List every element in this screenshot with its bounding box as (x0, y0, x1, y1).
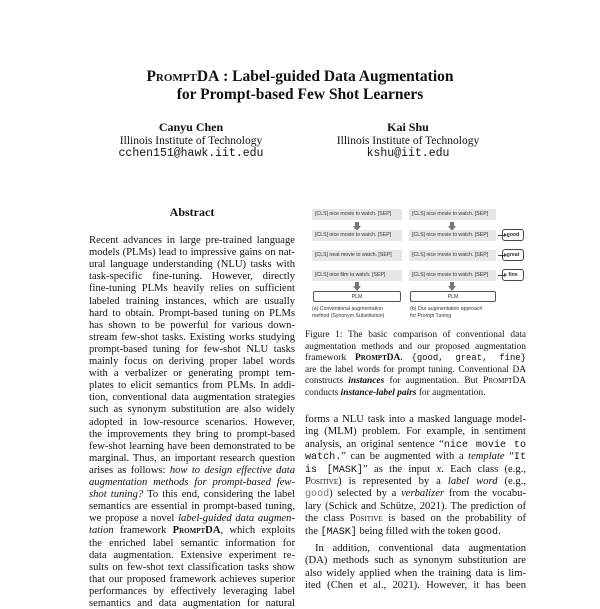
text-line (89, 368, 295, 379)
text-line (89, 465, 295, 476)
text-segment: task-specific fine-tuning. However, directly (89, 271, 295, 283)
text-segment: instance-label pairs (340, 388, 417, 398)
text-segment: Positive (305, 476, 339, 487)
text-segment: also widely applied when the training data is lim- (305, 567, 526, 579)
text-segment: good (305, 489, 330, 501)
title-text: : Label-guided Data Augmentation (219, 68, 454, 85)
text-segment: the (305, 525, 321, 537)
text-segment: framework (113, 525, 173, 537)
text-line (305, 353, 526, 363)
text-segment: To this end, considering the label (143, 489, 295, 501)
text-segment: analysis, an original sentence “ (305, 438, 444, 450)
paper-title-line-1 (0, 68, 600, 86)
figure-right-row: [CLS] nice movie to watch. [SEP] (409, 270, 496, 281)
text-line (305, 426, 526, 437)
label-word-box: fine (502, 269, 524, 281)
text-segment: mainly focus on deriving proper label words (89, 356, 295, 367)
text-segment: augmentation methods and our proposed augmentation (305, 341, 526, 352)
text-segment: the class (305, 513, 350, 525)
text-line (305, 513, 526, 524)
text-line (89, 489, 295, 500)
text-segment: ited (Chen et al., 2021). However, it has been (305, 580, 526, 592)
author-name: Canyu Chen (158, 120, 224, 134)
text-line (89, 417, 295, 428)
text-line (89, 247, 295, 258)
author-email: cchen151@hawk.iit.edu (118, 147, 264, 160)
abstract-heading: Abstract (169, 205, 215, 219)
text-line (305, 580, 526, 591)
text-segment: forms a NLU task into a masked language model- (305, 414, 526, 425)
author-affiliation: Illinois Institute of Technology (336, 135, 480, 147)
text-segment: marginal. Thus, an important research question (89, 452, 295, 464)
text-line (89, 477, 295, 488)
text-segment: tion, conventional data augmentation strategies (89, 392, 295, 404)
text-segment: stream few-shot tasks. Existing works studying (89, 331, 295, 343)
text-line (305, 526, 526, 538)
text-line (89, 501, 295, 512)
text-segment: for augmentation. But (384, 376, 484, 387)
text-segment: In addition, conventional data augmentation (315, 543, 526, 554)
text-line (89, 283, 295, 294)
subcaption-line: (a) Conventional augmentation (312, 306, 383, 312)
figure-right-row: [CLS] nice movie to watch. [SEP] (409, 209, 496, 220)
text-line (89, 404, 295, 415)
text-line (305, 330, 526, 340)
text-segment: semantics and data augmentation for natural (89, 598, 295, 609)
text-segment: verbalizer (401, 488, 445, 500)
figure-left-row: [CLS] nice movie to watch. [SEP] (312, 230, 402, 241)
text-segment: ) is represented by a (338, 476, 448, 487)
text-segment: is [MASK] (305, 464, 364, 476)
text-segment: such as synonym substitution are also widely (89, 404, 295, 416)
subcaption-line: (b) Our augmentation approach (410, 306, 483, 312)
text-line (89, 441, 295, 452)
text-line (89, 332, 295, 343)
text-segment: lary (Schick and Schütze, 2021). The prediction of (305, 500, 526, 512)
text-segment: with a verbalizer or generating prompt tem- (89, 368, 295, 380)
text-line (89, 562, 295, 573)
plm-box: PLM (410, 291, 496, 302)
text-line (305, 414, 526, 425)
text-segment: Positive (349, 513, 383, 525)
text-segment: the improvements they bring to prompt-based (89, 428, 295, 440)
text-segment: {good, great, fine} (411, 353, 526, 364)
text-line (305, 342, 526, 352)
subcaption-line: method (Synonym Substitution) (312, 313, 385, 319)
text-segment: models (PLMs) lead to impressive gains on nat- (89, 247, 295, 259)
author-block (91, 120, 291, 160)
figure-left-row: [CLS] neat movie to watch. [SEP] (312, 250, 402, 261)
text-segment: framework (305, 353, 355, 364)
text-segment: (e.g., (497, 476, 526, 487)
text-segment: how to design effective data (169, 464, 295, 476)
text-segment: . (498, 525, 501, 537)
text-segment: . (400, 353, 412, 364)
text-line (305, 464, 526, 476)
text-segment: x (436, 463, 442, 475)
plm-box: PLM (313, 291, 401, 302)
text-line (89, 308, 295, 319)
text-line (305, 376, 526, 386)
text-segment: tation (89, 525, 114, 537)
text-line (89, 550, 295, 561)
text-line (89, 392, 295, 403)
text-line (305, 543, 526, 554)
subcaption-b (410, 306, 482, 320)
author-block (308, 120, 508, 160)
subcaption-a (312, 306, 384, 320)
figure-right-row: [CLS] nice movie to watch. [SEP] (409, 250, 496, 261)
text-line (89, 586, 295, 597)
text-segment: PromptDA (172, 525, 221, 537)
text-segment: shot tuning? (89, 489, 144, 501)
text-line (305, 501, 526, 512)
text-line (89, 380, 295, 391)
text-segment: from the vocabu- (444, 488, 526, 500)
text-segment: adopted in low-resource scenarios. However, (89, 416, 295, 428)
paper-title-line-2: for Prompt-based Few Shot Learners (176, 86, 424, 103)
text-line (89, 344, 295, 355)
label-word-box: great (502, 249, 524, 261)
text-segment: (DA) methods such as synonym substitution are (305, 555, 526, 567)
text-segment: ” can be augmented with a (341, 451, 469, 463)
text-segment: watch. (305, 452, 342, 464)
text-line (305, 488, 526, 500)
text-segment: prompt-based tuning for few-shot NLU tasks (89, 343, 295, 355)
text-segment: that our proposed framework achieves superior (89, 573, 295, 585)
text-line (89, 513, 295, 524)
subcaption-line: for Prompt Tuning (410, 313, 452, 319)
text-segment: . Each class (e.g., (441, 463, 526, 475)
text-line (305, 451, 526, 463)
figure-right-row: [CLS] nice movie to watch. [SEP] (409, 230, 496, 241)
text-segment: data augmentation. Extensive experiment re- (89, 549, 295, 561)
text-line (305, 388, 526, 398)
text-line (89, 574, 295, 585)
text-segment: “ (504, 451, 514, 463)
text-segment: constructs (305, 376, 349, 387)
author-name: Kai Shu (387, 120, 429, 134)
text-segment: is based on the probability of (382, 513, 526, 525)
text-segment: arises as follows: (89, 464, 170, 476)
text-segment: , which exploits (220, 525, 295, 537)
text-segment: ) selected by a (329, 488, 402, 500)
text-segment: the enriched label semantic information for (89, 537, 295, 549)
text-segment: sults on few-shot text classification tasks show (89, 561, 295, 573)
text-line (89, 356, 295, 367)
text-line (89, 296, 295, 307)
text-segment: good (473, 526, 499, 538)
text-segment: nice movie to (443, 439, 526, 451)
label-word-box: good (502, 229, 524, 241)
text-line (89, 235, 295, 246)
text-line (305, 439, 526, 451)
text-segment: few-shot learning have been demonstrated to be (89, 440, 295, 452)
text-segment: plates to elicit semantics from PLMs. In addi- (89, 380, 295, 392)
text-segment: hard to obtain. Prompt-based tuning on PLMs (89, 307, 295, 319)
method-name: PromptDA (146, 68, 220, 85)
text-segment: label-guided data augmen- (178, 513, 295, 525)
text-segment: It (513, 452, 526, 464)
text-line (305, 555, 526, 566)
text-line (89, 259, 295, 270)
text-line (305, 365, 526, 375)
text-line (89, 538, 295, 549)
text-segment: Figure 1: The basic comparison of conventional data (305, 330, 526, 340)
text-segment: augmentation methods for prompt-based few- (89, 477, 295, 488)
text-segment: labeled training instances, which are usually (89, 295, 295, 307)
text-segment: PromptDA (483, 376, 526, 387)
text-line (89, 429, 295, 440)
text-segment: are the label words for prompt tuning. Conventional DA (305, 364, 526, 375)
text-segment: fine-tuning PLMs heavily relies on sufficient (89, 283, 295, 295)
figure-left-row: [CLS] nice movie to watch. [SEP] (312, 209, 402, 220)
text-segment: PromptDA (354, 353, 401, 364)
text-line (89, 525, 295, 536)
text-segment: [MASK] (320, 526, 357, 538)
text-segment: we propose a novel (89, 513, 179, 525)
figure-left-row: [CLS] nice film to watch. [SEP] (312, 270, 402, 281)
text-segment: conducts (305, 388, 341, 398)
author-affiliation: Illinois Institute of Technology (119, 135, 263, 147)
text-segment: Recent advances in large pre-trained language (89, 235, 295, 246)
text-segment: ural language understanding (NLU) tasks with (89, 259, 295, 271)
text-segment: label word (447, 476, 498, 487)
text-segment: instances (348, 376, 385, 387)
text-segment: ” as the input (363, 463, 437, 475)
text-line (89, 271, 295, 282)
text-line (89, 320, 295, 331)
text-segment: performances by effectively leveraging label (89, 585, 295, 597)
text-segment: has shown to be powerful for various down- (89, 319, 295, 331)
text-line (305, 476, 526, 487)
text-segment: semantics are essential in prompt-based tuning, (89, 501, 295, 513)
author-email: kshu@iit.edu (366, 147, 450, 160)
text-segment: being filled with the token (356, 525, 474, 537)
text-segment: template (468, 451, 505, 463)
text-segment: ing (MLM) problem. For example, in sentiment (305, 426, 526, 438)
text-line (305, 568, 526, 579)
text-line (89, 453, 295, 464)
text-segment: for augmentation. (416, 388, 486, 398)
